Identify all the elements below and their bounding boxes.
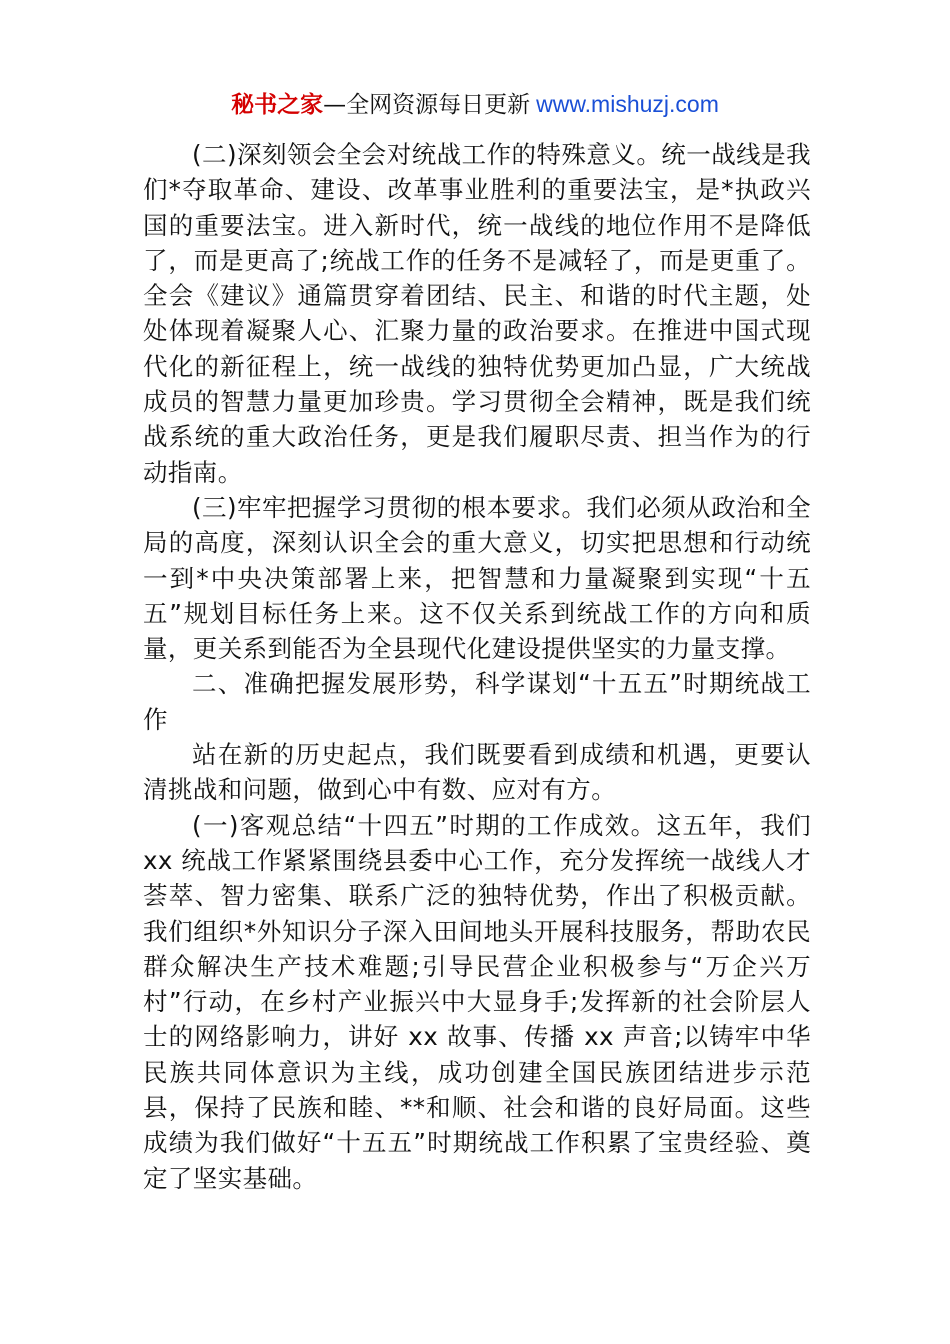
section-heading-two: 二、准确把握发展形势，科学谋划“十五五”时期统战工作	[143, 669, 811, 734]
paragraph-requirements: (三)牢牢把握学习贯彻的根本要求。我们必须从政治和全局的高度，深刻认识全会的重大意义，切实把思想和行动统一到*中央决策部署上来，把智慧和力量凝聚到实现“十五五”规划目标任务上来。这不仅关系到统战工作的方向和质量，更关系到能否为全县现代化建设提供坚实的力量支撑。	[143, 492, 811, 664]
header-tagline: —全网资源每日更新	[323, 92, 531, 118]
paragraph-review-achievements: (一)客观总结“十四五”时期的工作成效。这五年，我们 xx 统战工作紧紧围绕县委中心工作，充分发挥统一战线人才荟萃、智力密集、联系广泛的独特优势，作出了积极贡献。我们组织*外知识分子深入田间地头开展科技服务，帮助农民群众解决生产技术难题;引导民营企业积极参与“万企兴万村”行动，在乡村产业振兴中大显身手;发挥新的社会阶层人士的网络影响力，讲好 xx 故事、传播 xx 声音;以铸牢中华民族共同体意识为主线，成功创建全国民族团结进步示范县，保持了民族和睦、**和顺、社会和谐的良好局面。这些成绩为我们做好“十五五”时期统战工作积累了宝贵经验、奠定了坚实基础。	[143, 810, 811, 1193]
site-url-link[interactable]: www.mishuzj.com	[536, 91, 719, 117]
paragraph-significance: (二)深刻领会全会对统战工作的特殊意义。统一战线是我们*夺取革命、建设、改革事业胜利的重要法宝，是*执政兴国的重要法宝。进入新时代，统一战线的地位作用不是降低了，而是更高了;统战工作的任务不是减轻了，而是更重了。全会《建议》通篇贯穿着团结、民主、和谐的时代主题，处处体现着凝聚人心、汇聚力量的政治要求。在推进中国式现代化的新征程上，统一战线的独特优势更加凸显，广大统战成员的智慧力量更加珍贵。学习贯彻全会精神，既是我们统战系统的重大政治任务，更是我们履职尽责、担当作为的行动指南。	[143, 140, 811, 487]
document-body	[143, 137, 811, 1196]
page-header	[0, 88, 950, 121]
brand-name: 秘书之家	[231, 92, 324, 118]
paragraph-new-starting-point: 站在新的历史起点，我们既要看到成绩和机遇，更要认清挑战和问题，做到心中有数、应对有方。	[143, 740, 811, 805]
